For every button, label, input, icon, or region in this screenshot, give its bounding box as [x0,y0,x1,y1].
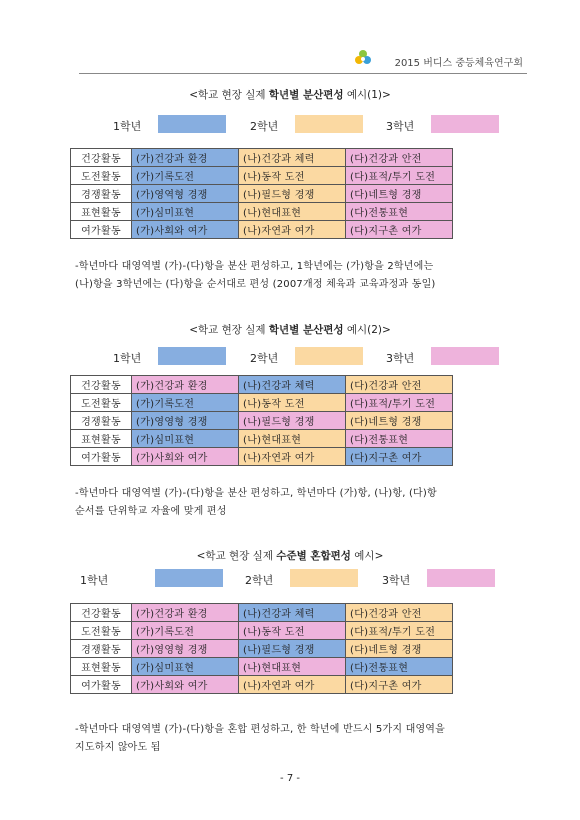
legend-grade2-label: 2학년 [250,352,279,365]
table-cell: (가)심미표현 [132,658,239,676]
table-cell: (가)영역형 경쟁 [132,185,239,203]
section-title: <학교 현장 실제 학년별 분산편성 예시(1)> [189,89,391,101]
table-row [71,203,453,221]
grade-legend [0,569,580,589]
legend-grade3-swatch [431,115,499,133]
table-cell: (다)네트형 경쟁 [346,185,453,203]
note-line: 지도하지 않아도 됨 [75,742,161,753]
table-cell: (나)현대표현 [239,430,346,448]
area-label: 표현활동 [71,658,132,676]
legend-grade3-label: 3학년 [382,574,411,587]
table-cell: (나)필드형 경쟁 [239,185,346,203]
grade-legend [0,347,580,367]
note-line: -학년마다 대영역별 (가)-(다)항을 분산 편성하고, 1학년에는 (가)항을 2학년에는 [75,261,434,272]
note-line: -학년마다 대영역별 (가)-(다)항을 분산 편성하고, 학년마다 (가)항, (나)항, (다)항 [75,488,437,499]
section-note [75,258,515,294]
area-label: 경쟁활동 [71,640,132,658]
table-cell: (다)전통표현 [346,658,453,676]
area-label: 여가활동 [71,221,132,239]
table-cell: (가)영영형 경쟁 [132,412,239,430]
table-cell: (다)표적/투기 도전 [346,394,453,412]
table-row [71,394,453,412]
legend-grade3-label: 3학년 [386,120,415,133]
table-cell: (다)건강과 안전 [346,149,453,167]
note-line: -학년마다 대영역별 (가)-(다)항을 혼합 편성하고, 한 학년에 반드시 5가지 대영역을 [75,724,446,735]
section-note [75,721,515,757]
legend-grade1-label: 1학년 [113,352,142,365]
table-cell: (가)건강과 환경 [132,604,239,622]
table-cell: (가)사회와 여가 [132,676,239,694]
legend-grade1-swatch [158,347,226,365]
table-row [71,412,453,430]
table-cell: (나)동작 도전 [239,167,346,185]
table-row [71,640,453,658]
table-row [71,221,453,239]
legend-grade3-swatch [431,347,499,365]
table-cell: (나)건강과 체력 [239,376,346,394]
area-label: 건강활동 [71,604,132,622]
table-row [71,658,453,676]
area-label: 표현활동 [71,203,132,221]
curriculum-table [70,148,453,239]
clover-logo-icon [354,49,372,67]
table-cell: (가)기록도전 [132,394,239,412]
table-row [71,376,453,394]
table-cell: (나)자연과 여가 [239,448,346,466]
legend-grade2-swatch [295,347,363,365]
page-number: - 7 - [280,773,300,784]
table-row [71,676,453,694]
table-cell: (나)현대표현 [239,203,346,221]
section-note [75,485,515,521]
table-cell: (다)지구촌 여가 [346,676,453,694]
legend-grade2-label: 2학년 [245,574,274,587]
area-label: 여가활동 [71,448,132,466]
legend-grade2-swatch [290,569,358,587]
table-row [71,185,453,203]
section-title: <학교 현장 실제 수준별 혼합편성 예시> [196,550,384,562]
table-cell: (나)현대표현 [239,658,346,676]
header-text: 2015 버디스 중등체육연구회 [394,58,523,69]
area-label: 경쟁활동 [71,185,132,203]
table-cell: (나)자연과 여가 [239,221,346,239]
table-cell: (다)지구촌 여가 [346,448,453,466]
table-cell: (다)건강과 안전 [346,604,453,622]
legend-grade1-swatch [158,115,226,133]
area-label: 표현활동 [71,430,132,448]
legend-grade1-label: 1학년 [80,574,109,587]
table-cell: (다)지구촌 여가 [346,221,453,239]
legend-grade2-swatch [295,115,363,133]
area-label: 도전활동 [71,167,132,185]
note-line: (나)항을 3학년에는 (다)항을 순서대로 편성 (2007개정 체육과 교육과정과 동일) [75,279,436,290]
table-cell: (가)심미표현 [132,430,239,448]
table-cell: (다)전통표현 [346,203,453,221]
table-cell: (나)건강과 체력 [239,149,346,167]
area-label: 도전활동 [71,622,132,640]
page-header [79,47,527,74]
table-row [71,448,453,466]
table-cell: (다)표적/투기 도전 [346,622,453,640]
table-cell: (가)사회와 여가 [132,221,239,239]
table-cell: (가)영영형 경쟁 [132,640,239,658]
area-label: 여가활동 [71,676,132,694]
table-cell: (가)사회와 여가 [132,448,239,466]
legend-grade3-label: 3학년 [386,352,415,365]
legend-grade3-swatch [427,569,495,587]
legend-grade1-label: 1학년 [113,120,142,133]
table-cell: (가)기록도전 [132,622,239,640]
table-row [71,622,453,640]
curriculum-table [70,375,453,466]
curriculum-table [70,603,453,694]
table-cell: (가)심미표현 [132,203,239,221]
table-row [71,167,453,185]
legend-grade2-label: 2학년 [250,120,279,133]
table-cell: (나)건강과 체력 [239,604,346,622]
table-cell: (가)건강과 환경 [132,376,239,394]
table-cell: (다)네트형 경쟁 [346,412,453,430]
table-cell: (가)건강과 환경 [132,149,239,167]
table-cell: (다)전통표현 [346,430,453,448]
note-line: 순서를 단위학교 자율에 맞게 편성 [75,506,227,517]
area-label: 건강활동 [71,376,132,394]
table-row [71,604,453,622]
table-cell: (다)네트형 경쟁 [346,640,453,658]
area-label: 경쟁활동 [71,412,132,430]
grade-legend [0,115,580,135]
legend-grade1-swatch [155,569,223,587]
table-cell: (가)기록도전 [132,167,239,185]
table-cell: (나)동작 도전 [239,394,346,412]
table-row [71,430,453,448]
section-title: <학교 현장 실제 학년별 분산편성 예시(2)> [189,324,391,336]
area-label: 도전활동 [71,394,132,412]
table-cell: (나)동작 도전 [239,622,346,640]
table-cell: (나)필드형 경쟁 [239,412,346,430]
table-cell: (다)표적/투기 도전 [346,167,453,185]
table-cell: (다)건강과 안전 [346,376,453,394]
table-cell: (나)자연과 여가 [239,676,346,694]
table-row [71,149,453,167]
table-cell: (나)필드형 경쟁 [239,640,346,658]
area-label: 건강활동 [71,149,132,167]
